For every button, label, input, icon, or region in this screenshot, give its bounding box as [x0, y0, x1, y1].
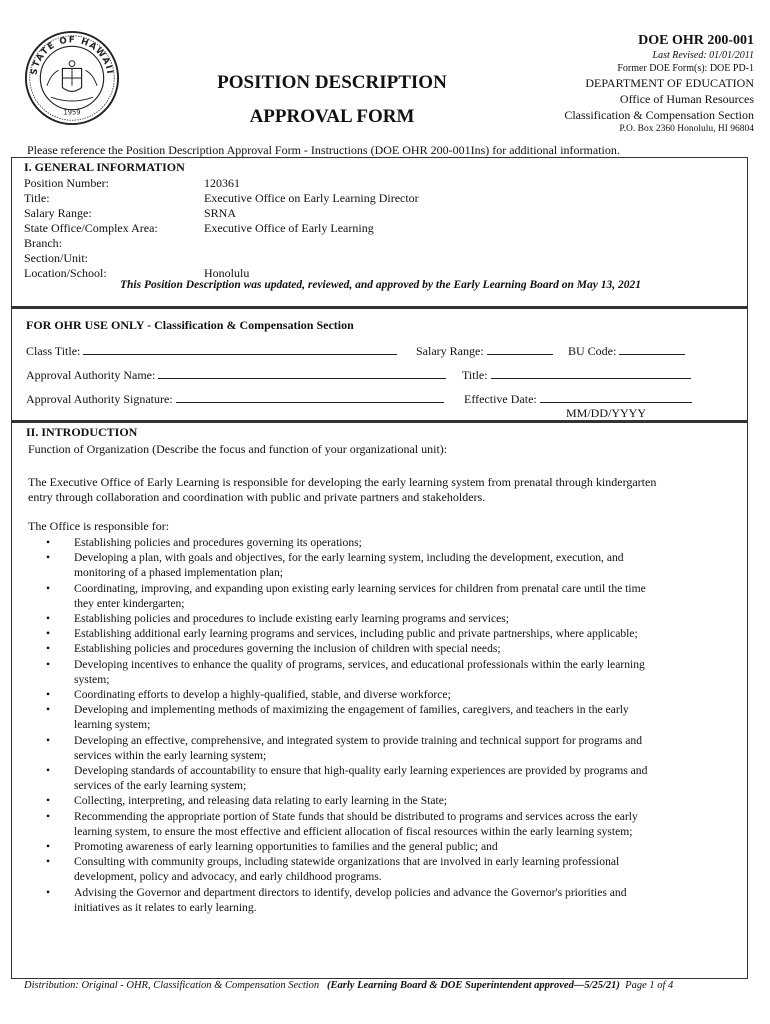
bullet-icon: • — [46, 809, 51, 823]
responsibility-line: Establishing policies and procedures governing its operations; — [74, 536, 362, 549]
responsibility-line: they enter kindergarten; — [74, 596, 185, 610]
salary-range-label: Salary Range: — [416, 344, 484, 358]
header-info — [564, 32, 754, 136]
responsibility-item — [46, 702, 706, 732]
bullet-icon: • — [46, 688, 51, 702]
info-value: 120361 — [204, 176, 240, 190]
office: Office of Human Resources — [619, 92, 754, 106]
form-number: DOE OHR 200-001 — [638, 33, 754, 48]
responsibility-item — [46, 535, 706, 550]
salary-range-field[interactable] — [487, 343, 553, 355]
reference-line: Please reference the Position Description Approval Form - Instructions (DOE OHR 200-001Ins) for additional information. — [27, 143, 620, 157]
info-label: Position Number: — [24, 176, 110, 190]
form-title — [188, 66, 476, 134]
approval-signature-field[interactable] — [176, 391, 444, 403]
info-label: State Office/Complex Area: — [24, 221, 158, 235]
responsibility-item — [46, 687, 706, 702]
approval-title-field[interactable] — [491, 367, 691, 379]
info-row — [24, 236, 724, 251]
intro-paragraph-line: The Executive Office of Early Learning is responsible for developing the early learning system from prenatal through kindergarten — [28, 475, 657, 489]
responsibility-line: Developing incentives to enhance the quality of programs, services, and educational professionals within the early learning — [74, 657, 645, 671]
info-row — [24, 176, 724, 191]
bullet-icon: • — [46, 642, 51, 656]
responsibility-item — [46, 733, 706, 763]
bullet-icon: • — [46, 764, 51, 778]
bullet-icon: • — [46, 733, 51, 747]
responsibility-line: Coordinating efforts to develop a highly-qualified, stable, and diverse workforce; — [74, 688, 451, 702]
responsibility-item — [46, 550, 706, 580]
info-value: Executive Office on Early Learning Director — [204, 191, 419, 205]
title-line-2: APPROVAL FORM — [249, 106, 415, 127]
info-row — [24, 251, 724, 266]
date-format-hint: MM/DD/YYYY — [566, 406, 647, 420]
former-form: Former DOE Form(s): DOE PD-1 — [617, 63, 754, 74]
responsibility-list — [46, 535, 706, 915]
info-label: Location/School: — [24, 266, 107, 280]
title-label: Title: — [462, 368, 488, 382]
info-label: Section/Unit: — [24, 251, 88, 265]
responsibility-item — [46, 839, 706, 854]
department: DEPARTMENT OF EDUCATION — [585, 76, 754, 90]
responsibility-line: development, policy and advocacy, and early childhood programs. — [74, 870, 382, 884]
state-seal-icon — [24, 30, 120, 126]
responsibility-line: Coordinating, improving, and expanding upon existing early learning services for children from prenatal care until the time — [74, 581, 646, 595]
responsibility-item — [46, 809, 706, 839]
bu-code-label: BU Code: — [568, 344, 617, 358]
bullet-icon: • — [46, 536, 51, 549]
effective-date-field[interactable] — [540, 391, 692, 403]
info-row — [24, 206, 724, 221]
responsibility-item — [46, 793, 706, 808]
seal-year: 1959 — [63, 108, 81, 117]
function-prompt: Function of Organization (Describe the focus and function of your organizational unit): — [28, 442, 448, 456]
address: P.O. Box 2360 Honolulu, HI 96804 — [619, 124, 754, 134]
responsibility-item — [46, 641, 706, 656]
info-label: Branch: — [24, 236, 62, 250]
bullet-icon: • — [46, 581, 51, 595]
info-label: Title: — [24, 191, 50, 205]
bullet-icon: • — [46, 855, 51, 869]
bullet-icon: • — [46, 627, 51, 641]
info-row — [24, 191, 724, 206]
intro-paragraph — [28, 475, 656, 505]
effective-date-label: Effective Date: — [464, 392, 537, 406]
responsibility-item — [46, 657, 706, 687]
responsibility-item — [46, 611, 706, 626]
responsibility-line: services within the early learning system; — [74, 748, 267, 762]
responsibility-line: learning system; — [74, 718, 151, 732]
bullet-icon: • — [46, 551, 51, 565]
updated-note: This Position Description was updated, reviewed, and approved by the Early Learning Board on May 13, 2021 — [119, 279, 642, 291]
class-title-label: Class Title: — [26, 344, 81, 358]
last-revised: Last Revised: 01/01/2011 — [652, 50, 754, 61]
section: Classification & Compensation Section — [564, 108, 754, 122]
responsibility-line: Establishing additional early learning programs and services, including public and private partnerships, where applicable; — [74, 627, 638, 641]
title-line-1: POSITION DESCRIPTION — [217, 72, 447, 93]
responsibility-line: Developing an effective, comprehensive, and integrated system to provide training and technical support for programs and — [74, 733, 643, 747]
ohr-use-section — [11, 307, 748, 421]
info-row — [24, 221, 724, 236]
responsibility-line: Developing standards of accountability to ensure that high-quality early learning experiences are provided by programs and — [74, 764, 648, 778]
bullet-icon: • — [46, 612, 51, 626]
responsibility-item — [46, 885, 706, 915]
responsibility-item — [46, 854, 706, 884]
responsibility-line: Promoting awareness of early learning opportunities to families and the general public; and — [74, 840, 498, 854]
responsibility-line: monitoring of a phased implementation plan; — [74, 566, 283, 580]
responsibility-line: Developing and implementing methods of maximizing the engagement of families, caregivers, and teachers in the early — [74, 703, 629, 717]
seal-text: STATE OF HAWAII — [29, 35, 115, 76]
responsibility-item — [46, 763, 706, 793]
info-label: Salary Range: — [24, 206, 92, 220]
responsibility-line: Developing a plan, with goals and objectives, for the early learning system, including the development, execution, and — [74, 551, 624, 565]
footer-approved: (Early Learning Board & DOE Superintendent approved—5/25/21) — [327, 980, 620, 991]
ohr-heading: FOR OHR USE ONLY - Classification & Compensation Section — [26, 318, 354, 332]
bullet-icon: • — [46, 657, 51, 671]
general-heading: I. GENERAL INFORMATION — [24, 160, 185, 174]
introduction-section — [11, 421, 748, 979]
responsibility-line: initiatives as it relates to early learning. — [74, 900, 257, 914]
responsibility-line: Collecting, interpreting, and releasing data relating to early learning in the State; — [74, 794, 448, 808]
responsibility-line: Consulting with community groups, including statewide organizations that are involved in early learning professional — [74, 855, 620, 869]
responsibility-item — [46, 626, 706, 641]
info-value: SRNA — [204, 206, 237, 220]
bullet-icon: • — [46, 703, 51, 717]
responsibility-item — [46, 581, 706, 611]
bullet-icon: • — [46, 885, 51, 899]
footer — [24, 980, 673, 991]
bullet-icon: • — [46, 840, 51, 854]
responsibility-line: learning system, to ensure the most effective and efficient allocation of fiscal resources within the early learning system; — [74, 824, 633, 838]
intro-paragraph-line: entry through collaboration and coordination with public and private partners and stakeholders. — [28, 490, 486, 505]
responsibility-line: system; — [74, 672, 110, 686]
responsibility-line: Recommending the appropriate portion of State funds that should be distributed to programs and services across the early — [74, 809, 638, 823]
responsibility-line: Advising the Governor and department directors to identify, develop policies and advance the Governor's priorities and — [74, 885, 627, 899]
approval-name-label: Approval Authority Name: — [26, 368, 156, 382]
responsibility-line: Establishing policies and procedures governing the inclusion of children with special needs; — [74, 642, 501, 656]
class-title-field[interactable] — [83, 343, 397, 355]
approval-name-field[interactable] — [158, 367, 446, 379]
bullet-icon: • — [46, 794, 51, 808]
footer-page: Page 1 of 4 — [625, 980, 674, 991]
general-information-section — [11, 157, 748, 307]
approval-signature-label: Approval Authority Signature: — [26, 392, 173, 406]
footer-distribution: Distribution: Original - OHR, Classification & Compensation Section — [24, 980, 320, 991]
info-value: Executive Office of Early Learning — [204, 221, 374, 235]
intro-heading: II. INTRODUCTION — [26, 425, 138, 439]
info-value: Honolulu — [204, 266, 250, 280]
bu-code-field[interactable] — [619, 343, 685, 355]
responsibility-line: services of the early learning system; — [74, 779, 247, 793]
responsible-intro: The Office is responsible for: — [28, 519, 170, 533]
responsibility-line: Establishing policies and procedures to include existing early learning programs and services; — [74, 612, 509, 626]
